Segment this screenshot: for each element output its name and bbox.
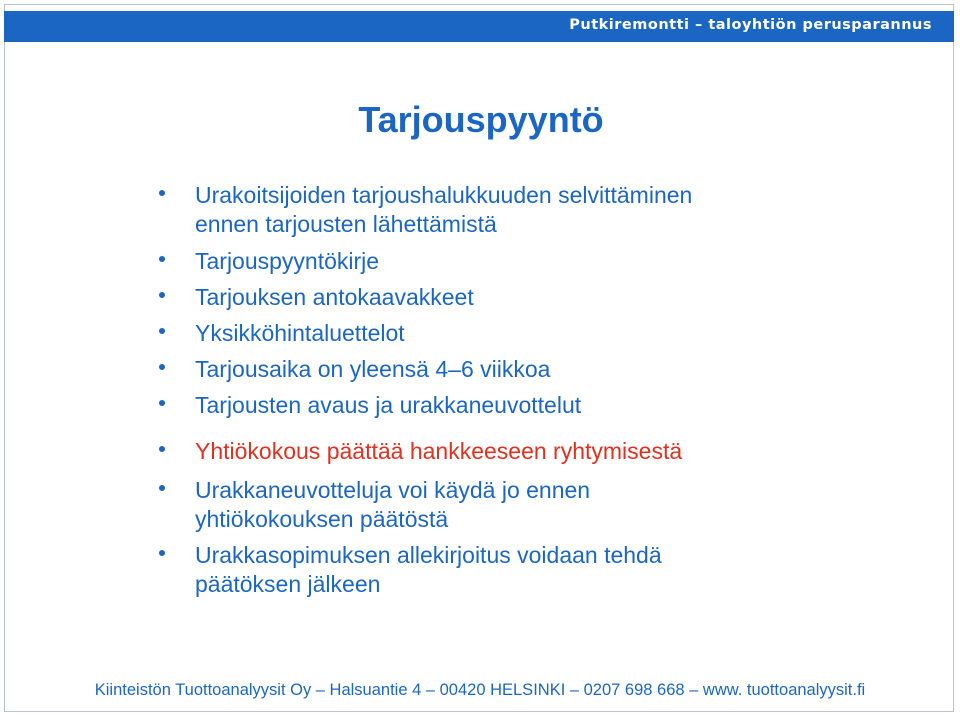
bullet-dot-icon [159, 485, 165, 491]
bullet-text: Tarjousten avaus ja urakkaneuvottelut [195, 392, 582, 418]
bullet-text: Urakoitsijoiden tarjoushalukkuuden selvittäminen ennen tarjousten lähettämistä [195, 182, 693, 237]
bullet-text-highlight: Yhtiökokous päättää hankkeeseen ryhtymisestä [195, 438, 683, 464]
bullet-text: Tarjousaika on yleensä 4–6 viikkoa [195, 356, 551, 382]
bullet-text: Urakkasopimuksen allekirjoitus voidaan tehdä päätöksen jälkeen [195, 542, 662, 597]
bullet-dot-icon [159, 190, 165, 196]
bullet-dot-icon [159, 400, 165, 406]
header-title: Putkiremontti – taloyhtiön perusparannus [569, 17, 932, 33]
bullet-text: Urakkaneuvotteluja voi käydä jo ennen yhtiökokouksen päätöstä [195, 477, 591, 532]
bullet-dot-icon [159, 550, 165, 556]
slide-title: Tarjouspyyntö [358, 99, 604, 140]
bullet-text: Yksikköhintaluettelot [195, 320, 405, 346]
footer-contact: Kiinteistön Tuottoanalyysit Oy – Halsuantie 4 – 00420 HELSINKI – 0207 698 668 – www. tuottoanalyysit.fi [94, 681, 866, 699]
bullet-dot-icon [159, 446, 165, 452]
bullet-dot-icon [159, 328, 165, 334]
header-bar [4, 11, 954, 42]
bullet-text: Tarjouksen antokaavakkeet [195, 284, 474, 310]
bullet-dot-icon [159, 256, 165, 262]
bullet-dot-icon [159, 292, 165, 298]
bullet-text: Tarjouspyyntökirje [195, 248, 380, 274]
bullet-dot-icon [159, 364, 165, 370]
